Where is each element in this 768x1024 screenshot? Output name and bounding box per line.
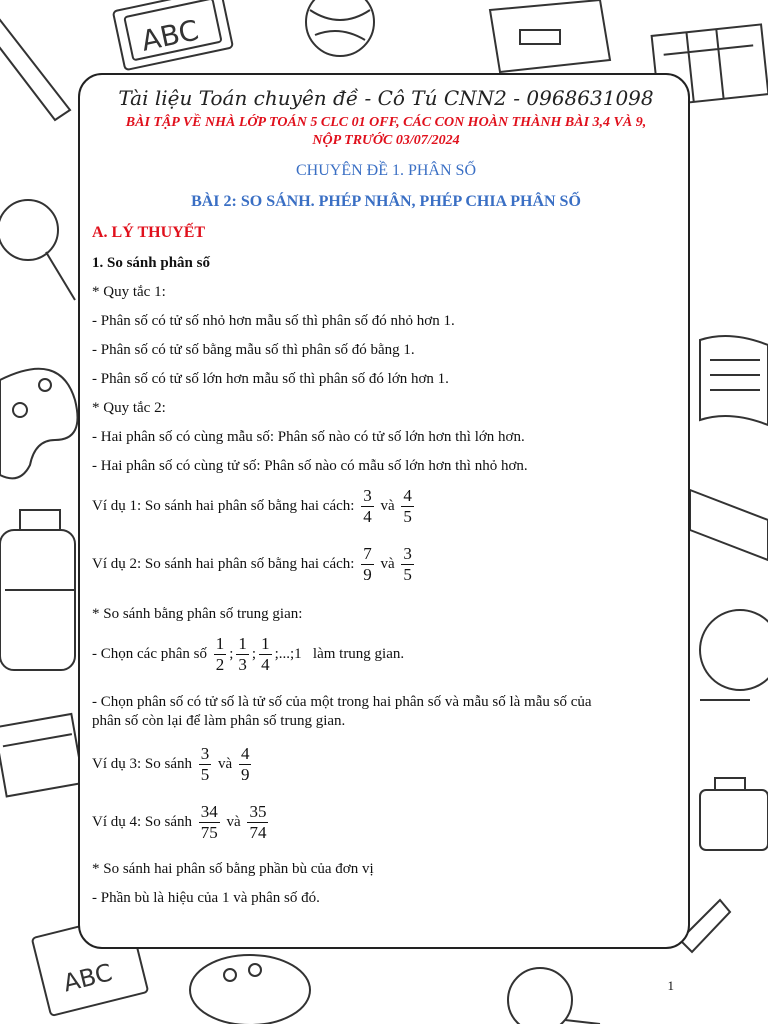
fraction: $\frac{3}{4}$: [363, 486, 372, 526]
choose-rule-line-2: phân số còn lại để làm phân số trung gian.: [92, 713, 346, 729]
document-content: [92, 86, 680, 916]
rule1-a: - Phân số có tử số nhỏ hơn mẫu số thì phân số đó nhỏ hơn 1.: [92, 313, 455, 329]
example-2: [92, 544, 417, 585]
rule1-b: - Phân số có tử số bằng mẫu số thì phân số đó bằng 1.: [92, 342, 415, 358]
choose-fractions: [92, 634, 404, 675]
fraction: $\frac{1}{3}$: [238, 634, 247, 674]
and-word: và: [218, 755, 233, 772]
fraction: $\frac{7}{9}$: [363, 544, 372, 584]
example-3-text: Ví dụ 3: So sánh: [92, 755, 193, 772]
example-4-text: Ví dụ 4: So sánh: [92, 813, 193, 830]
intermediate-title: * So sánh bằng phân số trung gian:: [92, 606, 303, 622]
fraction: $\frac{4}{9}$: [240, 744, 250, 784]
rule1-c: - Phân số có tử số lớn hơn mẫu số thì phân số đó lớn hơn 1.: [92, 371, 449, 387]
and-word: và: [380, 555, 395, 572]
complement-definition: - Phần bù là hiệu của 1 và phân số đó.: [92, 890, 320, 906]
subsection-compare: 1. So sánh phân số: [92, 255, 210, 271]
palette-bottom-icon: [190, 955, 310, 1024]
rule2-a: - Hai phân số có cùng mẫu số: Phân số nào có tử số lớn hơn thì lớn hơn.: [92, 429, 525, 445]
section-a-heading: A. LÝ THUYẾT: [92, 224, 206, 241]
complement-title: * So sánh hai phân số bằng phần bù của đơn vị: [92, 861, 374, 877]
example-2-text: Ví dụ 2: So sánh hai phân số bằng hai cách:: [92, 555, 355, 572]
assignment-line-1: BÀI TẬP VỀ NHÀ LỚP TOÁN 5 CLC 01 OFF, CÁC CON HOÀN THÀNH BÀI 3,4 VÀ 9,: [125, 115, 647, 130]
svg-text:ABC: ABC: [60, 958, 115, 998]
briefcase-icon: [700, 778, 768, 850]
ruler-icon: [690, 490, 768, 560]
rule2-b: - Hai phân số có cùng tử số: Phân số nào có mẫu số lớn hơn thì nhỏ hơn.: [92, 458, 528, 474]
sequence-tail: ;...;1: [274, 645, 302, 662]
separator: ;: [229, 645, 234, 662]
backpack-icon: [0, 510, 75, 670]
example-1: [92, 486, 417, 527]
rule1-title: * Quy tắc 1:: [92, 284, 166, 300]
palette-icon: [0, 369, 78, 479]
separator: ;: [251, 645, 257, 662]
fraction: $\frac{4}{5}$: [403, 486, 412, 526]
assignment-line-2: NỘP TRƯỚC 03/07/2024: [312, 133, 460, 148]
lesson-heading: BÀI 2: SO SÁNH. PHÉP NHÂN, PHÉP CHIA PHÂN SỐ: [191, 193, 581, 210]
fraction: $\frac{34}{75}$: [200, 802, 218, 842]
book-icon: [700, 336, 768, 425]
topic-heading: CHUYÊN ĐỀ 1. PHÂN SỐ: [295, 162, 476, 179]
example-3: [92, 744, 254, 785]
pencil-icon: [0, 20, 70, 120]
abc-board-icon: [113, 0, 233, 70]
choose-rule-line-1: - Chọn phân số có tử số là tử số của một trong hai phân số và mẫu số là mẫu số của: [92, 694, 592, 710]
fraction: $\frac{1}{4}$: [261, 634, 270, 674]
choose-prefix: - Chọn các phân số: [92, 645, 207, 662]
fraction: $\frac{1}{2}$: [215, 634, 225, 674]
magnifier-bottom-icon: [508, 968, 600, 1024]
fraction: $\frac{3}{5}$: [403, 544, 412, 584]
and-word: và: [226, 813, 241, 830]
globe-icon: [306, 0, 374, 56]
example-4: [92, 802, 271, 843]
rule2-title: * Quy tắc 2:: [92, 400, 166, 416]
magnifier-icon: [0, 200, 75, 300]
calendar-small-icon: [0, 714, 84, 796]
page-number: 1: [667, 978, 674, 993]
fraction: $\frac{35}{74}$: [249, 802, 267, 842]
folder-icon: [490, 0, 610, 72]
globe-stand-icon: [700, 610, 768, 700]
fraction: $\frac{3}{5}$: [200, 744, 210, 784]
example-1-text: Ví dụ 1: So sánh hai phân số bằng hai cách:: [92, 497, 355, 514]
and-word: và: [380, 497, 395, 514]
header-title: Tài liệu Toán chuyên đề - Cô Tú CNN2 - 0968631098: [118, 86, 654, 110]
assignment-note: [92, 114, 680, 150]
svg-text:ABC: ABC: [138, 13, 202, 58]
choose-suffix: làm trung gian.: [312, 645, 405, 662]
